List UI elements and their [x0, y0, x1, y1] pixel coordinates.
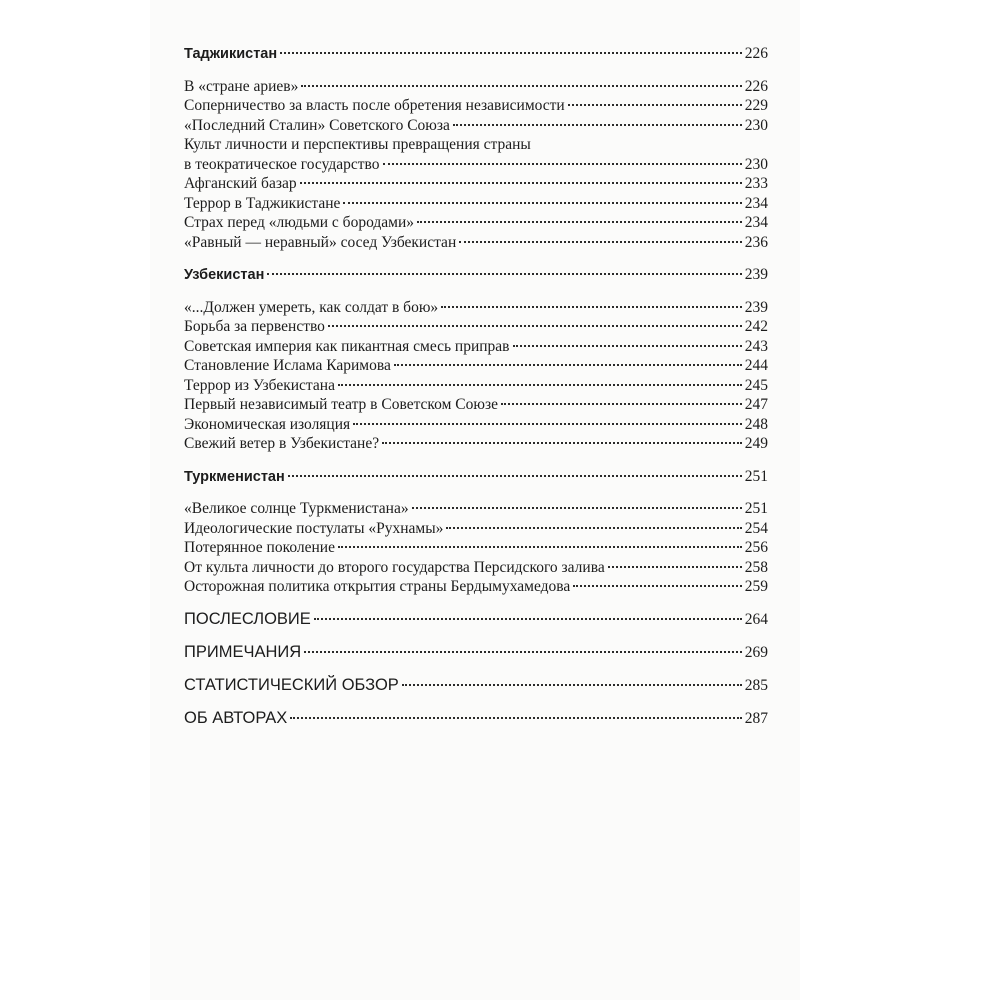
- toc-page-number: 285: [744, 676, 768, 694]
- toc-entry-title: Потерянное поколение: [184, 539, 335, 556]
- leader-dots: [343, 202, 741, 204]
- toc-entry-title: Советская империя как пикантная смесь приправ: [184, 337, 510, 355]
- toc-page-number: 245: [744, 376, 768, 394]
- toc-entry-title: От культа личности до второго государства Персидского залива: [184, 558, 605, 576]
- toc-page-number: 242: [744, 318, 768, 335]
- toc-entry-title: Свежий ветер в Узбекистане?: [184, 435, 380, 452]
- leader-dots: [290, 717, 742, 719]
- toc-page-number: 247: [744, 396, 768, 413]
- toc-heading-uzbekistan[interactable]: [184, 265, 768, 286]
- leader-dots: [402, 684, 742, 686]
- leader-dots: [501, 403, 742, 405]
- toc-page-number: 239: [744, 266, 768, 283]
- toc-entry[interactable]: [184, 519, 768, 539]
- toc-major-statistics[interactable]: [184, 675, 768, 696]
- toc-major-authors[interactable]: [184, 708, 768, 729]
- toc-entry-title: Становление Ислама Каримова: [184, 357, 391, 374]
- leader-dots: [394, 364, 742, 366]
- toc-major-title: ПРИМЕЧАНИЯ: [184, 642, 302, 661]
- toc-entry[interactable]: [184, 538, 768, 558]
- leader-dots: [412, 507, 742, 509]
- toc-page-number: 233: [744, 175, 768, 192]
- toc-entry[interactable]: [184, 77, 768, 97]
- toc-page-number: 239: [744, 298, 768, 316]
- toc-heading-title: Туркменистан: [184, 468, 285, 485]
- leader-dots: [608, 566, 742, 568]
- toc-major-title: СТАТИСТИЧЕСКИЙ ОБЗОР: [184, 675, 399, 694]
- toc-entry[interactable]: [184, 213, 768, 233]
- toc-page-number: 259: [744, 578, 768, 595]
- toc-entry-title: Террор в Таджикистане: [184, 194, 341, 212]
- leader-dots: [459, 241, 742, 243]
- leader-dots: [328, 325, 742, 327]
- toc-entry[interactable]: [184, 337, 768, 357]
- toc-entry[interactable]: [184, 415, 768, 435]
- toc-page-number: 248: [744, 415, 768, 433]
- toc-page-number: 229: [744, 97, 768, 114]
- toc-heading-title: Узбекистан: [184, 267, 265, 283]
- toc-page-number: 264: [744, 610, 768, 628]
- toc-entry[interactable]: [184, 376, 768, 396]
- toc-page-number: 251: [744, 500, 768, 517]
- toc-entry-title: «Великое солнце Туркменистана»: [184, 500, 409, 517]
- leader-dots: [314, 618, 742, 620]
- toc-entry[interactable]: [184, 155, 768, 175]
- leader-dots: [280, 52, 742, 54]
- toc-entry[interactable]: [184, 356, 768, 376]
- toc-entry[interactable]: [184, 233, 768, 253]
- toc-entry-line1[interactable]: [184, 135, 768, 155]
- toc-entry[interactable]: [184, 558, 768, 578]
- leader-dots: [267, 273, 741, 275]
- toc-entry-title: Афганский базар: [184, 175, 297, 192]
- toc-entry[interactable]: [184, 116, 768, 136]
- toc-entry[interactable]: [184, 298, 768, 318]
- toc-entry-title: Экономическая изоляция: [184, 415, 351, 433]
- leader-dots: [453, 124, 742, 126]
- toc-entry-title: Первый независимый театр в Советском Союзе: [184, 396, 498, 413]
- toc-entry-title: в теократическое государство: [184, 155, 380, 173]
- toc-entry-title: «Равный — неравный» сосед Узбекистан: [184, 233, 457, 251]
- leader-dots: [338, 546, 742, 548]
- toc-entry[interactable]: [184, 96, 768, 116]
- leader-dots: [353, 423, 742, 425]
- toc-page-number: 249: [744, 435, 768, 452]
- toc-page-number: 226: [744, 45, 768, 62]
- toc-page-number: 254: [744, 519, 768, 537]
- toc-page-number: 230: [744, 116, 768, 134]
- toc-entry-title-line1: Культ личности и перспективы превращения страны: [184, 136, 531, 153]
- toc-entry[interactable]: [184, 434, 768, 454]
- leader-dots: [304, 651, 742, 653]
- table-of-contents: [184, 44, 768, 729]
- toc-entry-title: Террор из Узбекистана: [184, 376, 335, 394]
- toc-page-number: 269: [744, 643, 768, 661]
- leader-dots: [446, 527, 741, 529]
- toc-page-number: 287: [744, 709, 768, 727]
- toc-page-number: 258: [744, 558, 768, 576]
- leader-dots: [573, 585, 741, 587]
- toc-page-number: 230: [744, 155, 768, 173]
- toc-entry[interactable]: [184, 499, 768, 519]
- toc-page-number: 236: [744, 233, 768, 251]
- leader-dots: [288, 475, 742, 477]
- toc-page-number: 234: [744, 214, 768, 231]
- toc-page-number: 256: [744, 539, 768, 556]
- toc-page-number: 243: [744, 337, 768, 355]
- toc-entry[interactable]: [184, 577, 768, 597]
- leader-dots: [382, 442, 742, 444]
- toc-major-notes[interactable]: [184, 642, 768, 663]
- toc-major-title: ПОСЛЕСЛОВИЕ: [184, 609, 311, 628]
- toc-entry-title: Соперничество за власть после обретения независимости: [184, 97, 565, 114]
- leader-dots: [338, 384, 742, 386]
- leader-dots: [568, 104, 742, 106]
- toc-entry[interactable]: [184, 395, 768, 415]
- toc-entry-title: Страх перед «людьми с бородами»: [184, 214, 414, 231]
- toc-page-number: 251: [744, 467, 768, 485]
- toc-entry-title: Борьба за первенство: [184, 318, 325, 335]
- toc-entry-title: Идеологические постулаты «Рухнамы»: [184, 519, 444, 537]
- toc-major-title: ОБ АВТОРАХ: [184, 708, 288, 727]
- toc-page-number: 226: [744, 77, 768, 95]
- leader-dots: [300, 182, 742, 184]
- leader-dots: [513, 345, 742, 347]
- leader-dots: [441, 306, 742, 308]
- toc-major-afterword[interactable]: [184, 609, 768, 630]
- toc-entry-title: «Последний Сталин» Советского Союза: [184, 116, 450, 134]
- toc-heading-title: Таджикистан: [184, 46, 278, 62]
- leader-dots: [301, 85, 741, 87]
- toc-entry[interactable]: [184, 194, 768, 214]
- toc-entry[interactable]: [184, 317, 768, 337]
- toc-heading-turkmenistan[interactable]: [184, 467, 768, 488]
- toc-entry[interactable]: [184, 174, 768, 194]
- toc-page-number: 244: [744, 357, 768, 374]
- leader-dots: [417, 221, 742, 223]
- toc-page-number: 234: [744, 194, 768, 212]
- toc-entry-title: Осторожная политика открытия страны Бердымухамедова: [184, 578, 571, 595]
- toc-entry-title: «...Должен умереть, как солдат в бою»: [184, 298, 439, 316]
- toc-heading-tajikistan[interactable]: [184, 44, 768, 65]
- toc-entry-title: В «стране ариев»: [184, 77, 299, 95]
- leader-dots: [383, 163, 742, 165]
